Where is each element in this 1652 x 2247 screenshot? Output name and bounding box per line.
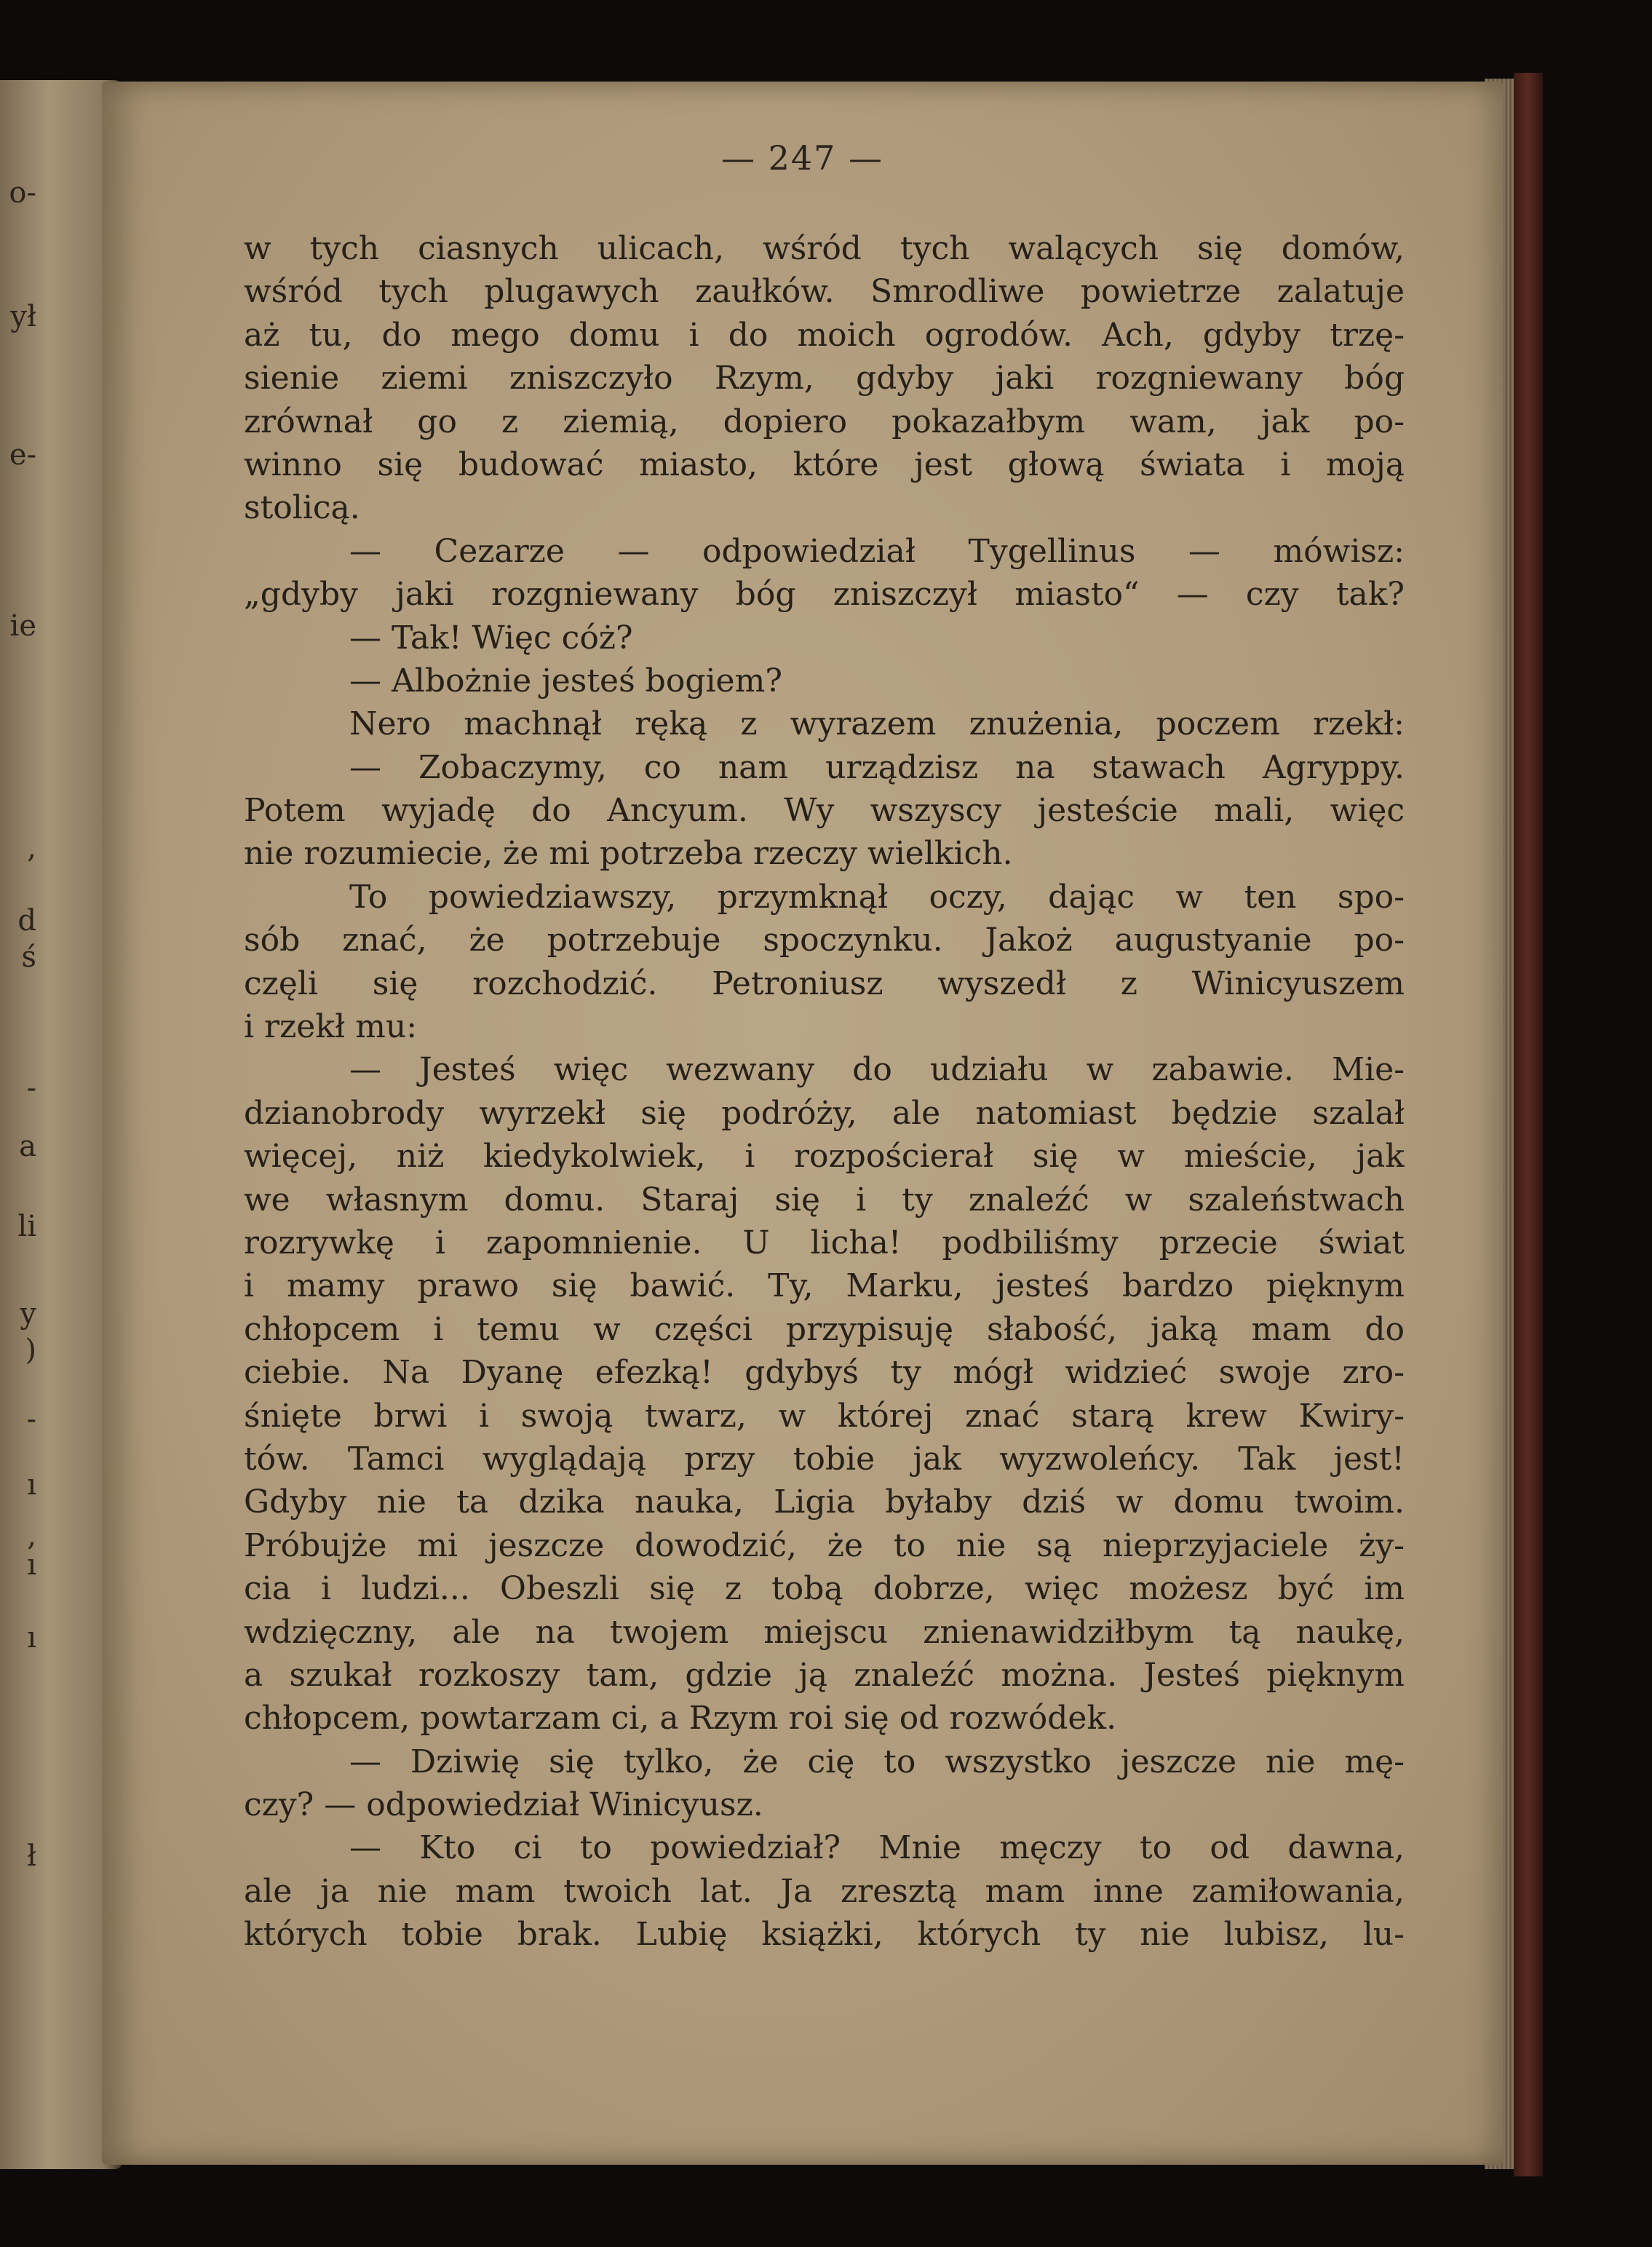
text-line: — Cezarze — odpowiedział Tygellinus — mówisz: bbox=[349, 532, 1405, 570]
text-line: winno się budować miasto, które jest głową świata i moją bbox=[244, 445, 1405, 483]
left-page-fragment: o- bbox=[9, 176, 36, 210]
left-page-text-fragments bbox=[0, 80, 44, 2169]
left-page-fragment: - bbox=[26, 1403, 36, 1436]
text-line: aż tu, do mego domu i do moich ogrodów. Ach, gdyby trzę- bbox=[244, 316, 1405, 354]
text-line: w tych ciasnych ulicach, wśród tych walących się domów, bbox=[244, 230, 1405, 267]
text-line: śnięte brwi i swoją twarz, w której znać starą krew Kwiry- bbox=[244, 1397, 1405, 1435]
left-page-fragment: ı bbox=[27, 1468, 36, 1502]
text-line: Potem wyjadę do Ancyum. Wy wszyscy jesteście mali, więc bbox=[244, 792, 1405, 830]
text-line: chłopcem i temu w części przypisuję słabość, jaką mam do bbox=[244, 1310, 1405, 1348]
page-number: — 247 — bbox=[720, 138, 884, 178]
text-line: stolicą. bbox=[244, 489, 360, 527]
text-line: sób znać, że potrzebuje spoczynku. Jakoż augustyanie po- bbox=[244, 922, 1405, 959]
text-line: — Albożnie jesteś bogiem? bbox=[349, 662, 782, 700]
book-cover-edge bbox=[1514, 73, 1543, 2176]
text-line: i mamy prawo się bawić. Ty, Marku, jesteś bardzo pięknym bbox=[244, 1267, 1405, 1305]
left-page-fragment: , bbox=[27, 831, 36, 865]
text-line: więcej, niż kiedykolwiek, i rozpościerał się w mieście, jak bbox=[244, 1138, 1405, 1176]
text-line: sienie ziemi zniszczyło Rzym, gdyby jaki rozgniewany bóg bbox=[244, 360, 1405, 397]
left-page-fragment: li bbox=[17, 1210, 36, 1243]
left-page-fragment: ś bbox=[21, 940, 36, 974]
text-line: rozrywkę i zapomnienie. U licha! podbiliśmy przecie świat bbox=[244, 1224, 1405, 1261]
left-page-fragment: e- bbox=[9, 438, 36, 472]
text-line: ciebie. Na Dyanę efezką! gdybyś ty mógł widzieć swoje zro- bbox=[244, 1354, 1405, 1392]
left-page-fragment: - bbox=[26, 1071, 36, 1105]
left-page-fragment: ) bbox=[25, 1333, 36, 1367]
left-page-fragment: ł bbox=[27, 1839, 36, 1873]
text-line: — Kto ci to powiedział? Mnie męczy to od dawna, bbox=[349, 1829, 1405, 1867]
text-line: dzianobrody wyrzekł się podróży, ale natomiast będzie szalał bbox=[244, 1094, 1405, 1132]
book-page bbox=[102, 82, 1503, 2165]
text-line: częli się rozchodzić. Petroniusz wyszedł z Winicyuszem bbox=[244, 964, 1405, 1002]
text-line: — Tak! Więc cóż? bbox=[349, 619, 633, 657]
text-line: ale ja nie mam twoich lat. Ja zresztą mam inne zamiłowania, bbox=[244, 1872, 1405, 1910]
page-text-body bbox=[244, 227, 1405, 1957]
text-line: i rzekł mu: bbox=[244, 1008, 418, 1046]
text-line: „gdyby jaki rozgniewany bóg zniszczył miasto“ — czy tak? bbox=[244, 576, 1405, 614]
text-line: wśród tych plugawych zaułków. Smrodliwe powietrze zalatuje bbox=[244, 273, 1405, 311]
left-page-fragment: ył bbox=[10, 300, 36, 333]
left-page-fragment: ie bbox=[9, 609, 36, 643]
text-line: Gdyby nie ta dzika nauka, Ligia byłaby dziś w domu twoim. bbox=[244, 1483, 1405, 1521]
left-page-fragment: y bbox=[20, 1297, 36, 1331]
left-page-fragment: d bbox=[17, 904, 36, 938]
left-page-fragment: a bbox=[19, 1130, 36, 1163]
text-line: zrównał go z ziemią, dopiero pokazałbym wam, jak po- bbox=[244, 403, 1405, 440]
text-line: tów. Tamci wyglądają przy tobie jak wyzwoleńcy. Tak jest! bbox=[244, 1440, 1405, 1478]
text-line: Nero machnął ręką z wyrazem znużenia, poczem rzekł: bbox=[349, 705, 1405, 743]
text-line: — Zobaczymy, co nam urządzisz na stawach Agryppy. bbox=[349, 748, 1405, 786]
text-line: których tobie brak. Lubię książki, których ty nie lubisz, lu- bbox=[244, 1916, 1405, 1954]
text-line: chłopcem, powtarzam ci, a Rzym roi się od rozwódek. bbox=[244, 1700, 1117, 1737]
text-line: cia i ludzi... Obeszli się z tobą dobrze, więc możesz być im bbox=[244, 1570, 1405, 1608]
text-line: To powiedziawszy, przymknął oczy, dając w ten spo- bbox=[349, 878, 1405, 916]
left-page-fragment: , bbox=[27, 1519, 36, 1553]
text-line: — Jesteś więc wezwany do udziału w zabawie. Mie- bbox=[349, 1051, 1405, 1089]
text-line: Próbujże mi jeszcze dowodzić, że to nie są nieprzyjaciele ży- bbox=[244, 1526, 1405, 1564]
left-page-fragment: ı bbox=[27, 1548, 36, 1582]
left-page-fragment: ı bbox=[27, 1621, 36, 1654]
text-line: a szukał rozkoszy tam, gdzie ją znaleźć można. Jesteś pięknym bbox=[244, 1656, 1405, 1694]
text-line: — Dziwię się tylko, że cię to wszystko jeszcze nie mę- bbox=[349, 1743, 1405, 1780]
text-line: wdzięczny, ale na twojem miejscu znienawidziłbym tą naukę, bbox=[244, 1613, 1405, 1651]
text-line: czy? — odpowiedział Winicyusz. bbox=[244, 1786, 763, 1824]
text-line: nie rozumiecie, że mi potrzeba rzeczy wielkich. bbox=[244, 835, 1013, 873]
text-line: we własnym domu. Staraj się i ty znaleźć w szaleństwach bbox=[244, 1181, 1405, 1218]
